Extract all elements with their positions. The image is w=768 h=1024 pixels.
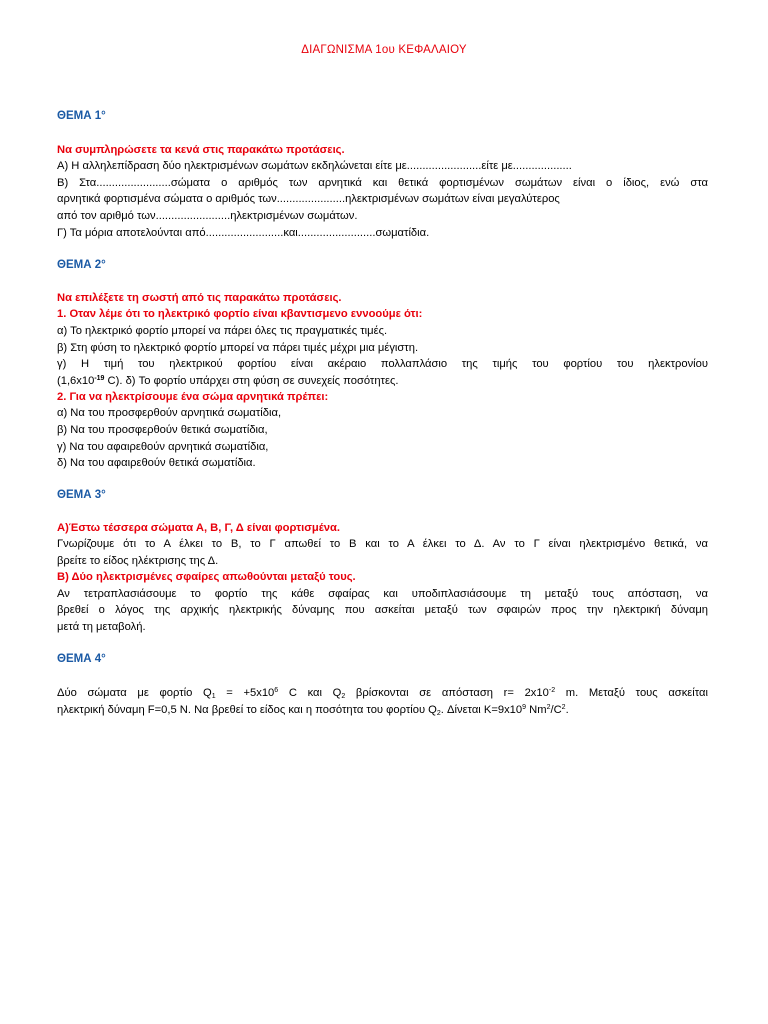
theme3-b-text-3: μετά τη μεταβολή.: [57, 621, 146, 633]
document-title: ΔΙΑΓΩΝΙΣΜΑ 1ου ΚΕΦΑΛΑΙΟΥ: [301, 44, 467, 56]
theme3-b-text-2: βρεθεί ο λόγος της αρχικής ηλεκτρικής δύναμης που ασκείται μεταξύ των σφαιρών προς την ηλεκτρική δύναμη: [57, 604, 708, 616]
theme3-b-title: Β) Δύο ηλεκτρισμένες σφαίρες απωθούνται μεταξύ τους.: [57, 571, 356, 583]
subscript: 2: [341, 693, 346, 700]
theme2-heading: ΘΕΜΑ 2°: [57, 259, 106, 271]
theme2-q2-option-d: δ) Να του αφαιρεθούν θετικά σωματίδια.: [57, 457, 256, 469]
theme3-a-title: Α)Έστω τέσσερα σώματα Α, Β, Γ, Δ είναι φορτισμένα.: [57, 522, 340, 534]
theme1-line-b2: αρνητικά φορτισμένα σώματα ο αριθμός των......................ηλεκτρισμένων σωμάτων είναι μεγαλύτερος: [57, 193, 560, 205]
theme4-text: /C: [550, 704, 562, 716]
theme4-heading: ΘΕΜΑ 4°: [57, 653, 106, 665]
theme4-line-1: [57, 686, 708, 700]
superscript: -2: [548, 687, 556, 694]
subscript: 2: [436, 710, 441, 717]
theme3-a-text-2: βρείτε το είδος ηλέκτρισης της Δ.: [57, 555, 219, 567]
superscript: 9: [522, 704, 527, 711]
theme4-text: m. Μεταξύ τους ασκείται: [555, 687, 708, 699]
theme4-text: ηλεκτρική δύναμη F=0,5 N. Να βρεθεί το είδος και η ποσότητα του φορτίου Q: [57, 704, 437, 716]
theme1-instruction: Να συμπληρώσετε τα κενά στις παρακάτω προτάσεις.: [57, 144, 345, 156]
subscript: 1: [211, 693, 216, 700]
theme2-q2-option-c: γ) Να του αφαιρεθούν αρνητικά σωματίδια,: [57, 441, 269, 453]
superscript: 6: [274, 687, 279, 694]
charge-exponent: -19: [94, 375, 105, 382]
theme1-line-a: Α) Η αλληλεπίδραση δύο ηλεκτρισμένων σωμάτων εκδηλώνεται είτε με........................είτε με...................: [57, 160, 572, 172]
theme4-text: Nm: [526, 704, 547, 716]
theme4-text: = +5x10: [215, 687, 275, 699]
charge-value-pre: (1,6x10: [57, 375, 95, 387]
theme1-heading: ΘΕΜΑ 1°: [57, 110, 106, 122]
theme1-line-c: Γ) Τα μόρια αποτελούνται από.........................και.........................σωματίδια.: [57, 227, 430, 239]
theme2-q1-option-b: β) Στη φύση το ηλεκτρικό φορτίο μπορεί να πάρει τιμές μέχρι μια μέγιστη.: [57, 342, 419, 354]
theme4-text: βρίσκονται σε απόσταση r= 2x10: [345, 687, 549, 699]
theme2-question-1: 1. Οταν λέμε ότι το ηλεκτρικό φορτίο είναι κβαντισμενο εννοούμε ότι:: [57, 308, 423, 320]
theme1-line-b3: από τον αριθμό των........................ηλεκτρισμένων σωμάτων.: [57, 210, 358, 222]
theme2-q2-option-b: β) Να του προσφερθούν θετικά σωματίδια,: [57, 424, 268, 436]
theme2-q1-option-a: α) Το ηλεκτρικό φορτίο μπορεί να πάρει όλες τις πραγματικές τιμές.: [57, 325, 388, 337]
theme4-text: .: [565, 704, 569, 716]
theme2-q1-option-c: γ) Η τιμή του ηλεκτρικού φορτίου είναι ακέραιο πολλαπλάσιο της τιμής του φορτίου του ηλεκτρονίου: [57, 358, 708, 370]
charge-value-post: C). δ) Το φορτίο υπάρχει στη φύση σε συνεχείς ποσότητες.: [104, 375, 399, 387]
theme2-q2-option-a: α) Να του προσφερθούν αρνητικά σωματίδια,: [57, 407, 282, 419]
theme4-text: . Δίνεται Κ=9x10: [440, 704, 523, 716]
theme4-line-2: [57, 703, 569, 717]
superscript: 2: [546, 704, 551, 711]
theme4-text: Δύο σώματα με φορτίο Q: [57, 687, 212, 699]
theme2-instruction: Να επιλέξετε τη σωστή από τις παρακάτω προτάσεις.: [57, 292, 342, 304]
theme3-heading: ΘΕΜΑ 3°: [57, 489, 106, 501]
theme1-line-b1: Β) Στα........................σώματα ο αριθμός των αρνητικά και θετικά φορτισμένων σωμάτων είναι ο ίδιος, ενώ στα: [57, 177, 708, 189]
theme3-b-text-1: Αν τετραπλασιάσουμε το φορτίο της κάθε σφαίρας και υποδιπλασιάσουμε τη μεταξύ τους απόσταση, να: [57, 588, 708, 600]
theme2-question-2: 2. Για να ηλεκτρίσουμε ένα σώμα αρνητικά πρέπει:: [57, 391, 329, 403]
theme3-a-text-1: Γνωρίζουμε ότι το Α έλκει το Β, το Γ απωθεί το Β και το Α έλκει το Δ. Αν το Γ είναι ηλεκτρισμένο θετικά, να: [57, 538, 708, 550]
theme2-q1-option-c-cont: [57, 374, 398, 388]
superscript: 2: [561, 704, 566, 711]
theme4-text: C και Q: [278, 687, 342, 699]
